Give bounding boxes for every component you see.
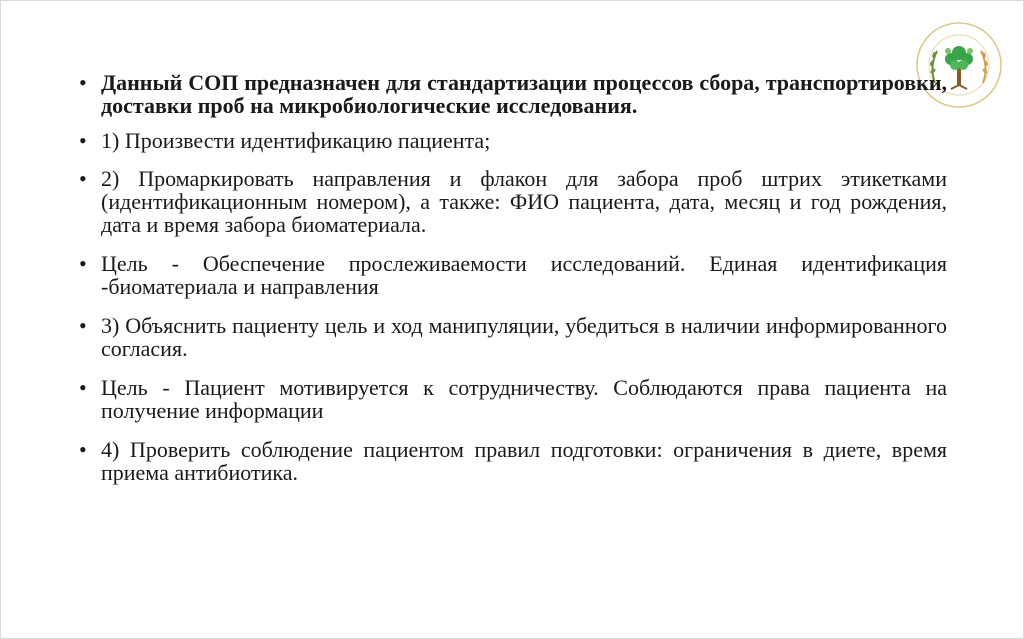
bullet-marker: • [79, 437, 87, 462]
bullet-text: Цель - Обеспечение прослеживаемости исследований. Единая идентификация -биоматериала и направления [101, 251, 947, 299]
bullet-item [73, 252, 947, 298]
bullet-text: 4) Проверить соблюдение пациентом правил подготовки: ограничения в диете, время приема антибиотика. [101, 437, 947, 485]
bullet-marker: • [79, 251, 87, 276]
bullet-text: Данный СОП предназначен для стандартизации процессов сбора, транспортировки, доставки проб на микробиологические исследования. [101, 70, 947, 118]
bullet-list [73, 71, 947, 484]
bullet-marker: • [79, 313, 87, 338]
bullet-item [73, 376, 947, 422]
bullet-item [73, 438, 947, 484]
bullet-item [73, 71, 947, 117]
bullet-marker: • [79, 70, 87, 95]
bullet-marker: • [79, 166, 87, 191]
bullet-item [73, 167, 947, 236]
bullet-marker: • [79, 375, 87, 400]
bullet-item [73, 129, 947, 152]
bullet-marker: • [79, 128, 87, 153]
bullet-item [73, 314, 947, 360]
bullet-text: 1) Произвести идентификацию пациента; [101, 128, 491, 153]
bullet-text: 3) Объяснить пациенту цель и ход манипуляции, убедиться в наличии информированного согласия. [101, 313, 947, 361]
bullet-text: Цель - Пациент мотивируется к сотрудничеству. Соблюдаются права пациента на получение информации [101, 375, 947, 423]
bullet-text: 2) Промаркировать направления и флакон для забора проб штрих этикетками (идентификационным номером), а также: ФИО пациента, дата, месяц и год рождения, дата и время забора биоматериала. [101, 166, 947, 237]
